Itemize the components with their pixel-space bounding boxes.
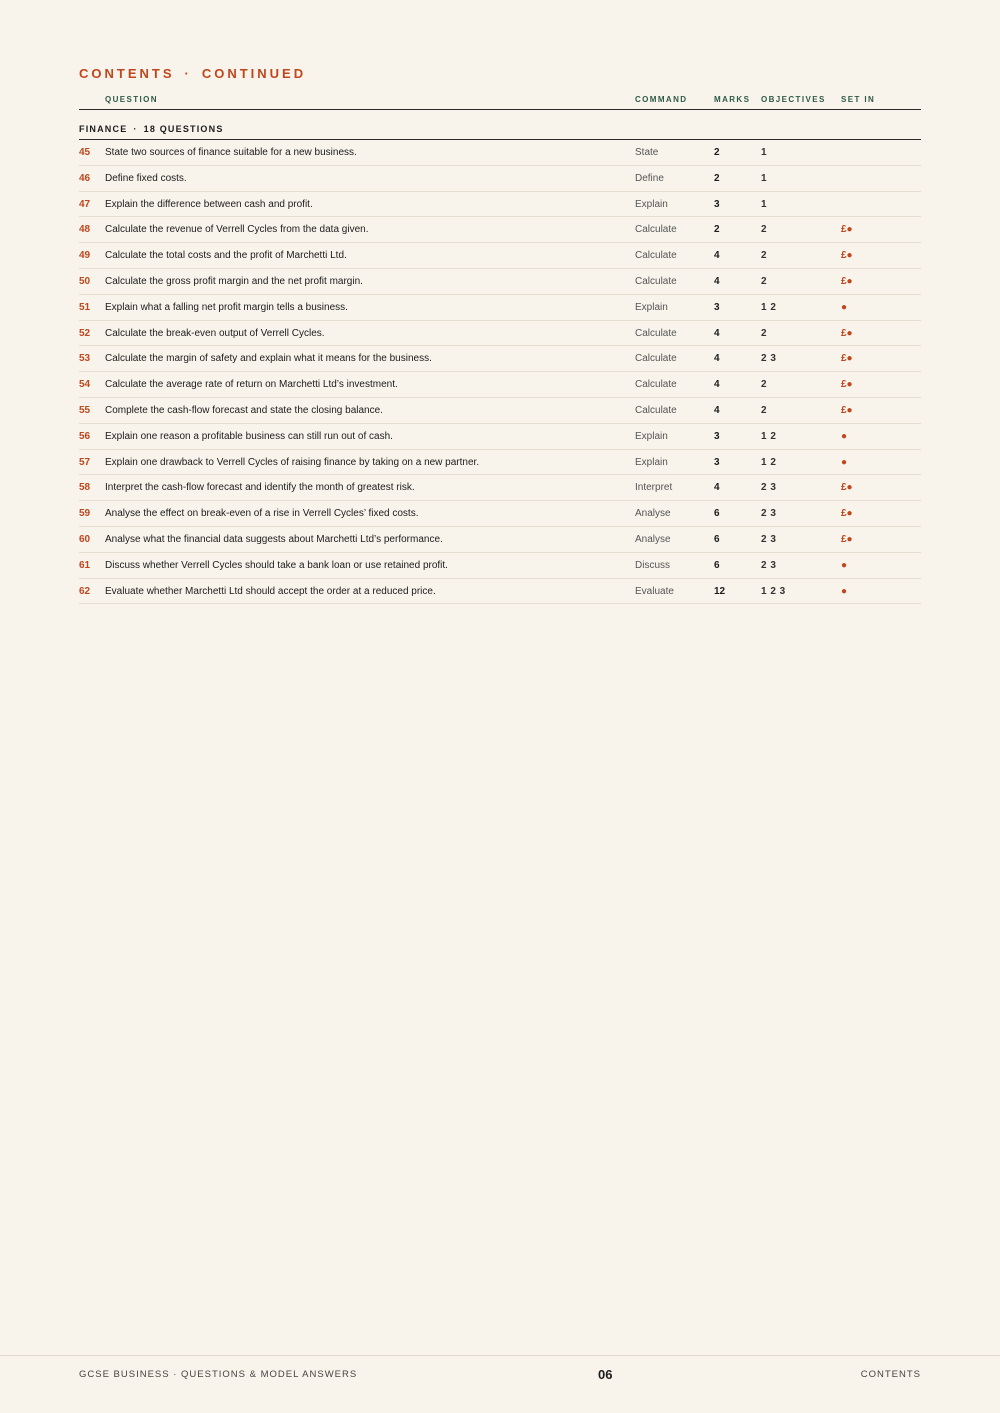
marks-value: 4 <box>714 327 720 339</box>
section-name: FINANCE <box>79 124 128 134</box>
command-word: Explain <box>635 430 668 442</box>
question-text: Analyse what the financial data suggests about Marchetti Ltd’s performance. <box>105 533 443 545</box>
objectives-value: 1 2 <box>761 301 776 313</box>
col-marks-header: MARKS <box>714 95 751 104</box>
table-row[interactable] <box>79 424 921 450</box>
command-word: Calculate <box>635 379 677 391</box>
objectives-value: 2 <box>761 224 767 236</box>
question-text: Evaluate whether Marchetti Ltd should accept the order at a reduced price. <box>105 585 436 597</box>
question-number: 46 <box>79 172 91 184</box>
heading-title: CONTENTS <box>79 66 175 81</box>
command-word: Explain <box>635 301 668 313</box>
question-number: 55 <box>79 404 91 416</box>
section-header-finance <box>79 110 921 140</box>
page-number: 06 <box>598 1367 613 1382</box>
table-row[interactable] <box>79 372 921 398</box>
question-text: Calculate the break-even output of Verrell Cycles. <box>105 327 325 339</box>
section-separator: · <box>133 124 138 134</box>
table-row[interactable] <box>79 579 921 605</box>
marks-value: 12 <box>714 585 726 597</box>
marks-value: 6 <box>714 559 720 571</box>
question-text: Define fixed costs. <box>105 172 187 184</box>
objectives-value: 2 <box>761 250 767 262</box>
question-rows <box>79 140 921 604</box>
marks-value: 4 <box>714 404 720 416</box>
command-word: Calculate <box>635 250 677 262</box>
set-in-indicator: £● <box>841 379 853 391</box>
objectives-value: 1 <box>761 172 767 184</box>
marks-value: 3 <box>714 301 720 313</box>
question-number: 56 <box>79 430 91 442</box>
command-word: Explain <box>635 456 668 468</box>
objectives-value: 1 <box>761 147 767 158</box>
question-number: 60 <box>79 533 91 545</box>
objectives-value: 1 2 <box>761 456 776 468</box>
set-in-indicator: £● <box>841 224 853 236</box>
marks-value: 4 <box>714 482 720 494</box>
set-in-indicator: £● <box>841 327 853 339</box>
question-number: 45 <box>79 147 91 158</box>
table-row[interactable] <box>79 295 921 321</box>
marks-value: 4 <box>714 379 720 391</box>
question-text: Analyse the effect on break-even of a rise in Verrell Cycles’ fixed costs. <box>105 508 419 520</box>
set-in-indicator: ● <box>841 585 848 597</box>
table-row[interactable] <box>79 192 921 218</box>
col-command-header: COMMAND <box>635 95 688 104</box>
question-number: 61 <box>79 559 91 571</box>
question-text: Explain one reason a profitable business can still run out of cash. <box>105 430 393 442</box>
heading-separator: · <box>184 66 192 81</box>
command-word: Calculate <box>635 404 677 416</box>
objectives-value: 2 3 <box>761 559 776 571</box>
set-in-indicator: £● <box>841 404 853 416</box>
question-text: Interpret the cash-flow forecast and identify the month of greatest risk. <box>105 482 415 494</box>
table-row[interactable] <box>79 166 921 192</box>
objectives-value: 2 <box>761 327 767 339</box>
col-set-in-header: SET IN <box>841 95 876 104</box>
command-word: Calculate <box>635 224 677 236</box>
command-word: Analyse <box>635 533 671 545</box>
set-in-indicator: ● <box>841 559 848 571</box>
set-in-indicator: ● <box>841 301 848 313</box>
table-row[interactable] <box>79 243 921 269</box>
question-text: Discuss whether Verrell Cycles should take a bank loan or use retained profit. <box>105 559 448 571</box>
objectives-value: 1 2 <box>761 430 776 442</box>
question-number: 54 <box>79 379 91 391</box>
command-word: Analyse <box>635 508 671 520</box>
marks-value: 3 <box>714 430 720 442</box>
marks-value: 6 <box>714 508 720 520</box>
marks-value: 3 <box>714 456 720 468</box>
objectives-value: 2 3 <box>761 482 776 494</box>
section-count: 18 QUESTIONS <box>143 124 224 134</box>
col-objectives-header: OBJECTIVES <box>761 95 826 104</box>
table-row[interactable] <box>79 217 921 243</box>
objectives-value: 2 3 <box>761 508 776 520</box>
question-text: Calculate the total costs and the profit of Marchetti Ltd. <box>105 250 347 262</box>
objectives-value: 2 <box>761 379 767 391</box>
objectives-value: 2 <box>761 404 767 416</box>
marks-value: 2 <box>714 172 720 184</box>
marks-value: 4 <box>714 353 720 365</box>
table-header <box>79 90 921 110</box>
question-text: Calculate the margin of safety and explain what it means for the business. <box>105 353 432 365</box>
command-word: Interpret <box>635 482 673 494</box>
set-in-indicator: ● <box>841 430 848 442</box>
question-number: 53 <box>79 353 91 365</box>
question-text: Explain one drawback to Verrell Cycles of raising finance by taking on a new partner. <box>105 456 480 468</box>
question-number: 59 <box>79 508 91 520</box>
command-word: State <box>635 147 659 158</box>
question-text: Calculate the average rate of return on Marchetti Ltd’s investment. <box>105 379 398 391</box>
question-text: Calculate the gross profit margin and the net profit margin. <box>105 275 363 287</box>
footer-section-link[interactable]: CONTENTS <box>860 1369 921 1380</box>
table-row[interactable] <box>79 321 921 347</box>
table-row[interactable] <box>79 501 921 527</box>
question-text: Explain what a falling net profit margin tells a business. <box>105 301 348 313</box>
command-word: Evaluate <box>635 585 674 597</box>
objectives-value: 2 3 <box>761 353 776 365</box>
command-word: Calculate <box>635 275 677 287</box>
col-question-header: QUESTION <box>105 95 158 104</box>
question-number: 50 <box>79 275 91 287</box>
command-word: Discuss <box>635 559 671 571</box>
command-word: Calculate <box>635 353 677 365</box>
command-word: Define <box>635 172 664 184</box>
table-row[interactable] <box>79 527 921 553</box>
question-number: 57 <box>79 456 91 468</box>
marks-value: 4 <box>714 275 720 287</box>
objectives-value: 1 2 3 <box>761 585 786 597</box>
table-row[interactable] <box>79 269 921 295</box>
marks-value: 6 <box>714 533 720 545</box>
table-row[interactable] <box>79 346 921 372</box>
question-number: 49 <box>79 250 91 262</box>
question-number: 51 <box>79 301 91 313</box>
table-row[interactable] <box>79 475 921 501</box>
set-in-indicator: £● <box>841 508 853 520</box>
command-word: Calculate <box>635 327 677 339</box>
set-in-indicator: £● <box>841 533 853 545</box>
marks-value: 2 <box>714 224 720 236</box>
command-word: Explain <box>635 198 668 210</box>
question-text: Calculate the revenue of Verrell Cycles from the data given. <box>105 224 369 236</box>
table-row[interactable] <box>79 398 921 424</box>
objectives-value: 2 <box>761 275 767 287</box>
marks-value: 4 <box>714 250 720 262</box>
footer-divider <box>0 1355 1000 1356</box>
marks-value: 3 <box>714 198 720 210</box>
question-text: State two sources of finance suitable for a new business. <box>105 147 357 158</box>
contents-table <box>79 90 921 604</box>
set-in-indicator: ● <box>841 456 848 468</box>
question-number: 52 <box>79 327 91 339</box>
question-text: Explain the difference between cash and profit. <box>105 198 313 210</box>
question-number: 48 <box>79 224 91 236</box>
heading-subtitle: CONTINUED <box>201 66 307 81</box>
set-in-indicator: £● <box>841 482 853 494</box>
page-heading <box>79 66 306 81</box>
footer-title: GCSE BUSINESS · QUESTIONS & MODEL ANSWERS <box>79 1369 358 1380</box>
question-text: Complete the cash-flow forecast and state the closing balance. <box>105 404 383 416</box>
table-row[interactable] <box>79 140 921 166</box>
marks-value: 2 <box>714 147 720 158</box>
set-in-indicator: £● <box>841 353 853 365</box>
question-number: 58 <box>79 482 91 494</box>
table-row[interactable] <box>79 450 921 476</box>
set-in-indicator: £● <box>841 275 853 287</box>
set-in-indicator: £● <box>841 250 853 262</box>
question-number: 62 <box>79 585 91 597</box>
objectives-value: 1 <box>761 198 767 210</box>
table-row[interactable] <box>79 553 921 579</box>
question-number: 47 <box>79 198 91 210</box>
objectives-value: 2 3 <box>761 533 776 545</box>
